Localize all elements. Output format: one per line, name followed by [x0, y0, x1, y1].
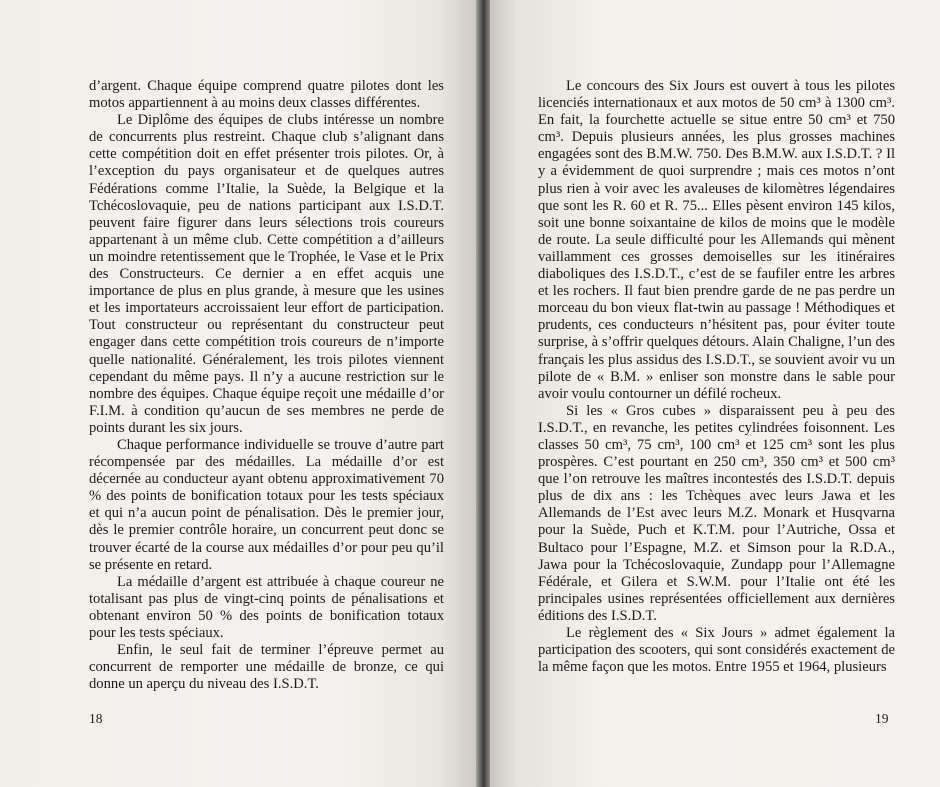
paragraph: Le Diplôme des équipes de clubs intéresse un nombre de concurrents plus restreint. Chaque club s’alignant dans cette compétition doit en effet présenter trois pilotes. Or, à l’exception du pays organisateur et de quelques autres Fédérations comme l’Italie, la Suède, la Belgique et la Tchécoslovaquie, peu de nations participant aux I.S.D.T. peuvent faire figurer dans leurs sélections trois coureurs appartenant à un même club. Cette compétition a d’ailleurs un moindre retentissement que le Trophée, le Vase et le Prix des Constructeurs. Ce dernier a en effet acquis une importance de plus en plus grande, à mesure que les usines et les importateurs accroissaient leur effort de participation. Tout constructeur ou représentant du constructeur peut engager dans cette compétition trois coureurs de n’importe quelle nationalité. Généralement, les trois pilotes viennent cependant du même pays. Il n’y a aucune restriction sur le nombre des équipes. Chaque équipe reçoit une médaille d’or F.I.M. à condition qu’aucun de ses membres ne perde de points durant les six jours. [89, 112, 444, 436]
paragraph: Chaque performance individuelle se trouve d’autre part récompensée par des médailles. La médaille d’or est décernée au conducteur ayant obtenu approximativement 70 % des points de bonification totaux pour les tests spéciaux et qui n’a aucun point de pénalisation. Dès le premier jour, dès le premier contrôle horaire, un concurrent peut donc se trouver écarté de la course aux médailles d’or pour peu qu’il se présente en retard. [89, 436, 444, 573]
page-number: 19 [875, 711, 889, 726]
paragraph: La médaille d’argent est attribuée à chaque coureur ne totalisant pas plus de vingt-cinq points de pénalisations et obtenant environ 50 % des points de bonification totaux pour les tests spéciaux. [89, 573, 444, 641]
right-page [490, 0, 940, 787]
page-number: 18 [89, 711, 103, 726]
paragraph: d’argent. Chaque équipe comprend quatre pilotes dont les motos appartiennent à au moins deux classes différentes. [89, 78, 444, 112]
right-text-column [538, 78, 895, 676]
paragraph: Enfin, le seul fait de terminer l’épreuve permet au concurrent de remporter une médaille de bronze, ce qui donne un aperçu du niveau des I.S.D.T. [89, 642, 444, 693]
paragraph: Le concours des Six Jours est ouvert à tous les pilotes licenciés internationaux et aux motos de 50 cm³ à 1300 cm³. En fait, la fourchette actuelle se situe entre 50 cm³ et 750 cm³. Depuis plusieurs années, les plus grosses machines engagées sont des B.M.W. 750. Des B.M.W. aux I.S.D.T. ? Il y a évidemment de quoi surprendre ; mais ces motos n’ont plus rien à voir avec les avaleuses de kilomètres légendaires que sont les R. 60 et R. 75... Elles pèsent environ 145 kilos, soit une bonne soixantaine de kilos de moins que le modèle de route. La seule difficulté pour les Allemands qui mènent vaillamment ces grosses demoiselles sur les itinéraires diaboliques des I.S.D.T., c’est de se faufiler entre les arbres et les rochers. Il faut bien prendre garde de ne pas perdre un morceau du bon vieux flat-twin au passage ! Méthodiques et prudents, ces conducteurs n’hésitent pas, pour éviter toute surprise, à s’offrir quelques détours. Alain Chaligne, l’un des français les plus assidus des I.S.D.T., se souvient avoir vu un pilote de « B.M. » enliser son monstre dans le sable pour avoir voulu contourner un défilé rocheux. [538, 78, 895, 402]
paragraph: Si les « Gros cubes » disparaissent peu à peu des I.S.D.T., en revanche, les petites cylindrées foisonnent. Les classes 50 cm³, 75 cm³, 100 cm³ et 125 cm³ sont les plus prospères. C’est pourtant en 250 cm³, 350 cm³ et 500 cm³ que l’on retrouve les maîtres incontestés des I.S.D.T. depuis plus de dix ans : les Tchèques avec leurs Jawa et les Allemands de l’Est avec leurs M.Z. Monark et Husqvarna pour la Suède, Puch et K.T.M. pour l’Autriche, Ossa et Bultaco pour l’Espagne, M.Z. et Simson pour la R.D.A., Jawa pour la Tchécoslovaquie, Zundapp pour l’Allemagne Fédérale, et Gilera et S.W.M. pour l’Italie ont été les principales usines représentées officiellement aux dernières éditions des I.S.D.T. [538, 402, 895, 624]
left-text-column [89, 78, 444, 693]
book-gutter [476, 0, 490, 787]
paragraph: Le règlement des « Six Jours » admet également la participation des scooters, qui sont considérés exactement de la même façon que les motos. Entre 1955 et 1964, plusieurs [538, 625, 895, 676]
